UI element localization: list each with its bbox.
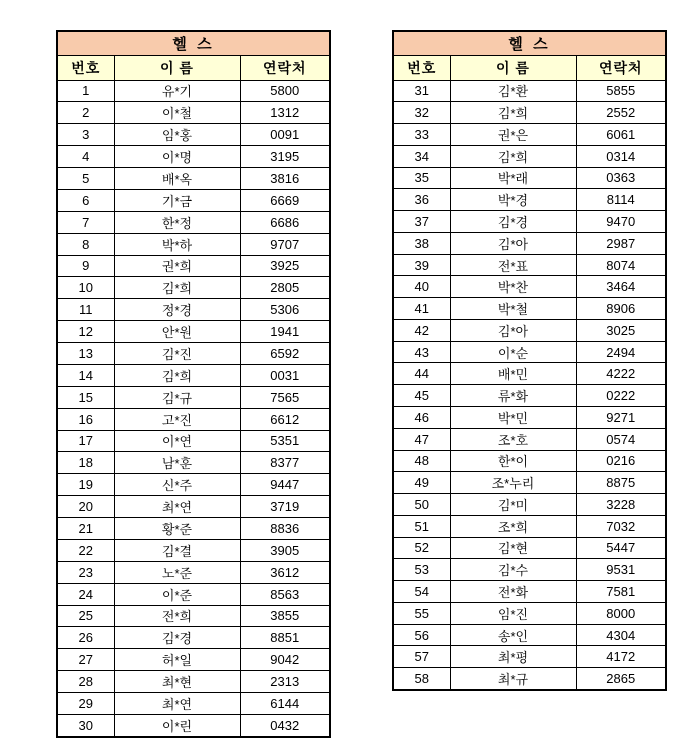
row-number-cell: 15 (57, 386, 114, 408)
contact-cell: 3228 (576, 494, 666, 516)
name-cell: 김*아 (450, 232, 576, 254)
row-number-cell: 38 (393, 232, 450, 254)
contact-cell: 1312 (240, 102, 330, 124)
contact-cell: 0031 (240, 364, 330, 386)
table-row (393, 385, 666, 407)
contact-cell: 6592 (240, 343, 330, 365)
contact-cell: 8906 (576, 298, 666, 320)
contact-cell: 3612 (240, 561, 330, 583)
name-cell: 노*준 (114, 561, 240, 583)
member-table-right (392, 30, 667, 691)
table-row (393, 428, 666, 450)
row-number-cell: 48 (393, 450, 450, 472)
col-header-number: 번호 (57, 55, 114, 80)
row-number-cell: 28 (57, 671, 114, 693)
table-row (393, 341, 666, 363)
contact-cell: 4172 (576, 646, 666, 668)
table-row (57, 168, 330, 190)
name-cell: 김*희 (114, 364, 240, 386)
name-cell: 전*표 (450, 254, 576, 276)
contact-cell: 0574 (576, 428, 666, 450)
table-row (393, 298, 666, 320)
row-number-cell: 55 (393, 602, 450, 624)
name-cell: 김*희 (450, 145, 576, 167)
name-cell: 이*연 (114, 430, 240, 452)
contact-cell: 2865 (576, 668, 666, 690)
table-row (393, 559, 666, 581)
table-row (57, 321, 330, 343)
row-number-cell: 21 (57, 518, 114, 540)
table-row (57, 539, 330, 561)
name-cell: 조*누리 (450, 472, 576, 494)
row-number-cell: 57 (393, 646, 450, 668)
name-cell: 남*훈 (114, 452, 240, 474)
row-number-cell: 33 (393, 124, 450, 146)
name-cell: 김*진 (114, 343, 240, 365)
name-cell: 김*경 (450, 211, 576, 233)
contact-cell: 6612 (240, 408, 330, 430)
row-number-cell: 45 (393, 385, 450, 407)
row-number-cell: 41 (393, 298, 450, 320)
table-row (57, 277, 330, 299)
contact-cell: 3905 (240, 539, 330, 561)
name-cell: 박*찬 (450, 276, 576, 298)
name-cell: 유*기 (114, 80, 240, 102)
contact-cell: 2805 (240, 277, 330, 299)
name-cell: 한*정 (114, 211, 240, 233)
table-title-row (57, 31, 330, 55)
table-row (57, 605, 330, 627)
table-row (57, 649, 330, 671)
table-row (57, 627, 330, 649)
contact-cell: 2313 (240, 671, 330, 693)
name-cell: 전*화 (450, 581, 576, 603)
row-number-cell: 54 (393, 581, 450, 603)
name-cell: 김*희 (450, 102, 576, 124)
contact-cell: 3816 (240, 168, 330, 190)
table-header-row (57, 55, 330, 80)
contact-cell: 6061 (576, 124, 666, 146)
table-row (57, 233, 330, 255)
contact-cell: 0222 (576, 385, 666, 407)
row-number-cell: 43 (393, 341, 450, 363)
table-row (393, 515, 666, 537)
name-cell: 황*준 (114, 518, 240, 540)
name-cell: 박*하 (114, 233, 240, 255)
contact-cell: 2987 (576, 232, 666, 254)
row-number-cell: 32 (393, 102, 450, 124)
contact-cell: 9470 (576, 211, 666, 233)
name-cell: 최*연 (114, 693, 240, 715)
table-row (57, 364, 330, 386)
name-cell: 박*철 (450, 298, 576, 320)
name-cell: 임*홍 (114, 124, 240, 146)
contact-cell: 3855 (240, 605, 330, 627)
table-row (57, 518, 330, 540)
table-row (57, 343, 330, 365)
table-row (393, 450, 666, 472)
name-cell: 김*환 (450, 80, 576, 102)
table-row (57, 146, 330, 168)
contact-cell: 5306 (240, 299, 330, 321)
row-number-cell: 5 (57, 168, 114, 190)
row-number-cell: 26 (57, 627, 114, 649)
row-number-cell: 56 (393, 624, 450, 646)
name-cell: 한*이 (450, 450, 576, 472)
table-row (393, 472, 666, 494)
table-title: 헬 스 (57, 31, 330, 55)
row-number-cell: 19 (57, 474, 114, 496)
member-table-left (56, 30, 331, 738)
contact-cell: 8851 (240, 627, 330, 649)
name-cell: 박*민 (450, 406, 576, 428)
contact-cell: 0216 (576, 450, 666, 472)
table-row (57, 496, 330, 518)
contact-cell: 6144 (240, 693, 330, 715)
contact-cell: 3195 (240, 146, 330, 168)
row-number-cell: 18 (57, 452, 114, 474)
table-header-row (393, 55, 666, 80)
row-number-cell: 27 (57, 649, 114, 671)
row-number-cell: 42 (393, 319, 450, 341)
table-row (57, 408, 330, 430)
name-cell: 이*준 (114, 583, 240, 605)
table-row (393, 646, 666, 668)
row-number-cell: 35 (393, 167, 450, 189)
row-number-cell: 9 (57, 255, 114, 277)
contact-cell: 0432 (240, 714, 330, 737)
row-number-cell: 49 (393, 472, 450, 494)
name-cell: 김*수 (450, 559, 576, 581)
name-cell: 최*현 (114, 671, 240, 693)
table-row (57, 386, 330, 408)
table-row (393, 581, 666, 603)
name-cell: 배*민 (450, 363, 576, 385)
table-row (393, 406, 666, 428)
contact-cell: 8000 (576, 602, 666, 624)
name-cell: 김*미 (450, 494, 576, 516)
name-cell: 이*철 (114, 102, 240, 124)
table-row (57, 299, 330, 321)
contact-cell: 5447 (576, 537, 666, 559)
name-cell: 이*린 (114, 714, 240, 737)
table-body (393, 80, 666, 690)
row-number-cell: 22 (57, 539, 114, 561)
row-number-cell: 1 (57, 80, 114, 102)
row-number-cell: 23 (57, 561, 114, 583)
name-cell: 정*경 (114, 299, 240, 321)
name-cell: 최*연 (114, 496, 240, 518)
table-row (393, 537, 666, 559)
row-number-cell: 50 (393, 494, 450, 516)
contact-cell: 7565 (240, 386, 330, 408)
row-number-cell: 39 (393, 254, 450, 276)
name-cell: 이*순 (450, 341, 576, 363)
row-number-cell: 2 (57, 102, 114, 124)
table-row (57, 80, 330, 102)
table-body (57, 80, 330, 737)
name-cell: 송*인 (450, 624, 576, 646)
table-row (57, 561, 330, 583)
table-title: 헬 스 (393, 31, 666, 55)
row-number-cell: 10 (57, 277, 114, 299)
row-number-cell: 12 (57, 321, 114, 343)
row-number-cell: 7 (57, 211, 114, 233)
row-number-cell: 25 (57, 605, 114, 627)
table-row (393, 124, 666, 146)
contact-cell: 9707 (240, 233, 330, 255)
contact-cell: 8114 (576, 189, 666, 211)
contact-cell: 2552 (576, 102, 666, 124)
table-row (393, 80, 666, 102)
contact-cell: 2494 (576, 341, 666, 363)
name-cell: 최*규 (450, 668, 576, 690)
name-cell: 허*일 (114, 649, 240, 671)
contact-cell: 8074 (576, 254, 666, 276)
row-number-cell: 44 (393, 363, 450, 385)
table-row (393, 102, 666, 124)
contact-cell: 0363 (576, 167, 666, 189)
name-cell: 전*희 (114, 605, 240, 627)
name-cell: 고*진 (114, 408, 240, 430)
name-cell: 배*옥 (114, 168, 240, 190)
row-number-cell: 46 (393, 406, 450, 428)
row-number-cell: 4 (57, 146, 114, 168)
row-number-cell: 3 (57, 124, 114, 146)
table-row (57, 430, 330, 452)
contact-cell: 5351 (240, 430, 330, 452)
table-row (57, 452, 330, 474)
table-row (57, 189, 330, 211)
contact-cell: 4222 (576, 363, 666, 385)
row-number-cell: 40 (393, 276, 450, 298)
name-cell: 박*래 (450, 167, 576, 189)
contact-cell: 6686 (240, 211, 330, 233)
row-number-cell: 31 (393, 80, 450, 102)
table-row (57, 583, 330, 605)
table-row (393, 276, 666, 298)
table-row (393, 254, 666, 276)
row-number-cell: 30 (57, 714, 114, 737)
row-number-cell: 53 (393, 559, 450, 581)
col-header-name: 이 름 (114, 55, 240, 80)
row-number-cell: 52 (393, 537, 450, 559)
name-cell: 김*규 (114, 386, 240, 408)
contact-cell: 8836 (240, 518, 330, 540)
table-row (57, 211, 330, 233)
contact-cell: 1941 (240, 321, 330, 343)
name-cell: 박*경 (450, 189, 576, 211)
table-row (57, 671, 330, 693)
row-number-cell: 51 (393, 515, 450, 537)
name-cell: 김*희 (114, 277, 240, 299)
row-number-cell: 8 (57, 233, 114, 255)
name-cell: 안*원 (114, 321, 240, 343)
row-number-cell: 20 (57, 496, 114, 518)
col-header-number: 번호 (393, 55, 450, 80)
contact-cell: 8875 (576, 472, 666, 494)
name-cell: 권*희 (114, 255, 240, 277)
name-cell: 조*희 (450, 515, 576, 537)
name-cell: 김*경 (114, 627, 240, 649)
table-row (393, 167, 666, 189)
col-header-name: 이 름 (450, 55, 576, 80)
contact-cell: 6669 (240, 189, 330, 211)
row-number-cell: 13 (57, 343, 114, 365)
name-cell: 최*평 (450, 646, 576, 668)
contact-cell: 5855 (576, 80, 666, 102)
contact-cell: 8377 (240, 452, 330, 474)
table-row (57, 714, 330, 737)
table-row (393, 668, 666, 690)
table-row (393, 232, 666, 254)
col-header-contact: 연락처 (240, 55, 330, 80)
row-number-cell: 11 (57, 299, 114, 321)
table-row (393, 319, 666, 341)
table-row (393, 624, 666, 646)
table-row (393, 211, 666, 233)
contact-cell: 3464 (576, 276, 666, 298)
table-row (57, 124, 330, 146)
contact-cell: 9271 (576, 406, 666, 428)
contact-cell: 9447 (240, 474, 330, 496)
contact-cell: 9531 (576, 559, 666, 581)
row-number-cell: 17 (57, 430, 114, 452)
name-cell: 류*화 (450, 385, 576, 407)
row-number-cell: 6 (57, 189, 114, 211)
row-number-cell: 14 (57, 364, 114, 386)
contact-cell: 4304 (576, 624, 666, 646)
contact-cell: 9042 (240, 649, 330, 671)
row-number-cell: 24 (57, 583, 114, 605)
name-cell: 기*금 (114, 189, 240, 211)
table-title-row (393, 31, 666, 55)
table-row (393, 602, 666, 624)
name-cell: 조*호 (450, 428, 576, 450)
row-number-cell: 29 (57, 693, 114, 715)
row-number-cell: 47 (393, 428, 450, 450)
name-cell: 임*진 (450, 602, 576, 624)
name-cell: 김*결 (114, 539, 240, 561)
contact-cell: 3925 (240, 255, 330, 277)
table-row (393, 145, 666, 167)
contact-cell: 3719 (240, 496, 330, 518)
table-row (393, 363, 666, 385)
table-row (57, 255, 330, 277)
name-cell: 이*명 (114, 146, 240, 168)
table-row (57, 693, 330, 715)
contact-cell: 3025 (576, 319, 666, 341)
row-number-cell: 16 (57, 408, 114, 430)
col-header-contact: 연락처 (576, 55, 666, 80)
table-row (57, 474, 330, 496)
row-number-cell: 37 (393, 211, 450, 233)
contact-cell: 7581 (576, 581, 666, 603)
row-number-cell: 36 (393, 189, 450, 211)
table-row (393, 189, 666, 211)
row-number-cell: 58 (393, 668, 450, 690)
table-row (57, 102, 330, 124)
name-cell: 김*현 (450, 537, 576, 559)
name-cell: 권*은 (450, 124, 576, 146)
name-cell: 김*아 (450, 319, 576, 341)
contact-cell: 8563 (240, 583, 330, 605)
contact-cell: 0314 (576, 145, 666, 167)
contact-cell: 7032 (576, 515, 666, 537)
table-row (393, 494, 666, 516)
contact-cell: 0091 (240, 124, 330, 146)
contact-cell: 5800 (240, 80, 330, 102)
name-cell: 신*주 (114, 474, 240, 496)
row-number-cell: 34 (393, 145, 450, 167)
